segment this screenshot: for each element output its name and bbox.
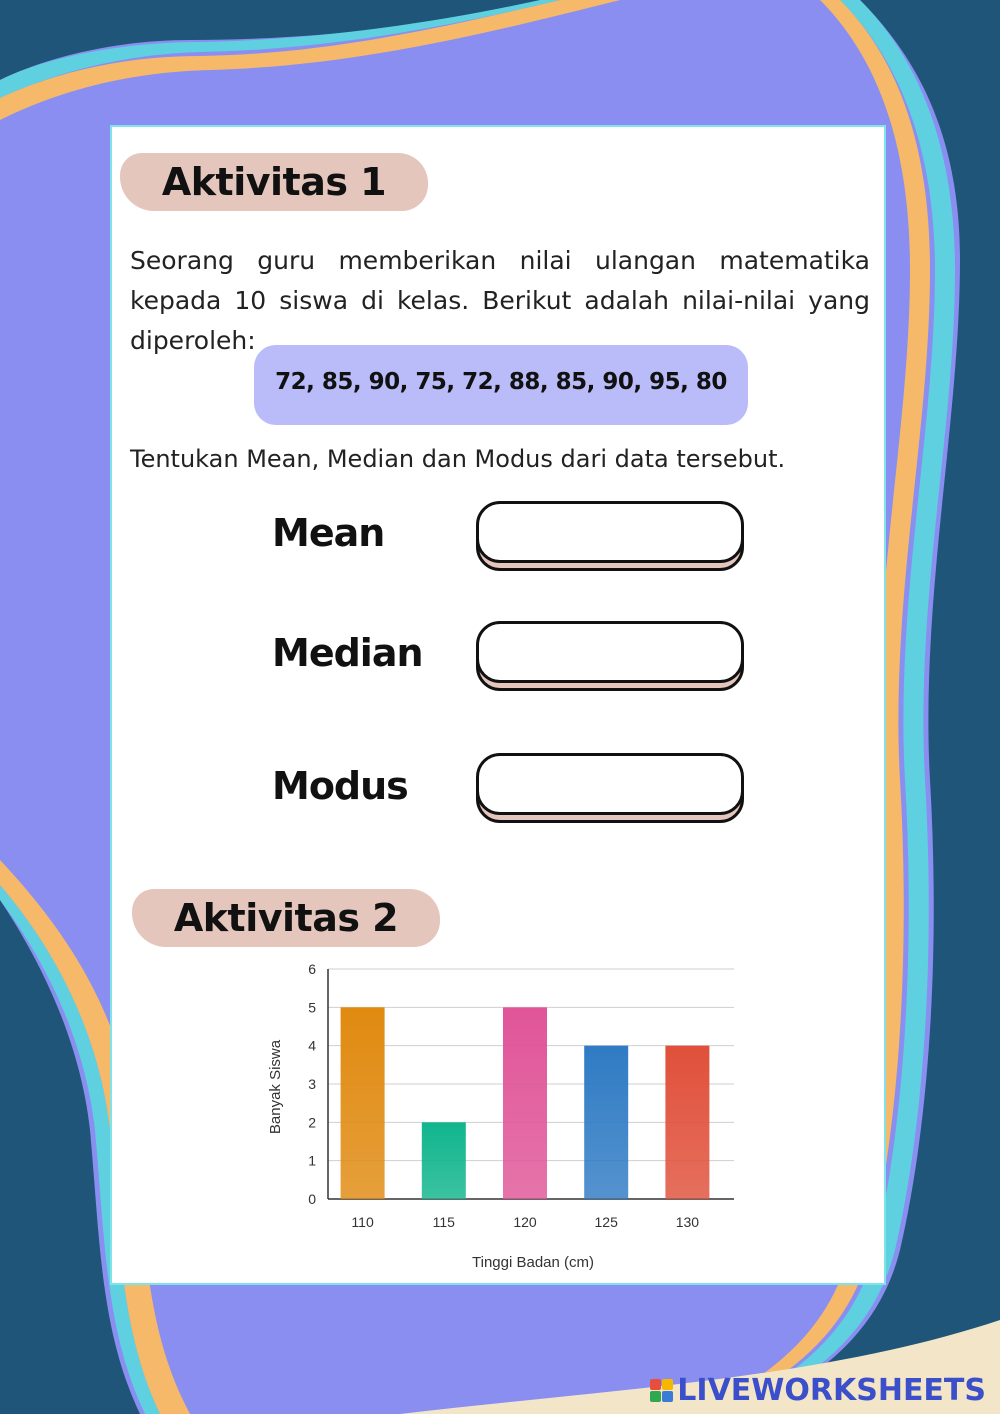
worksheet-card (110, 125, 886, 1285)
x-tick-label: 110 (351, 1214, 374, 1230)
y-tick-label: 5 (308, 999, 316, 1016)
height-bar-chart (262, 957, 742, 1277)
y-tick-label: 6 (308, 961, 316, 977)
chart-bars (341, 1007, 710, 1199)
chart-x-ticks (351, 1214, 699, 1230)
activity-1-question: Tentukan Mean, Median dan Modus dari data tersebut. (130, 445, 786, 473)
score-data-box: 72, 85, 90, 75, 72, 88, 85, 90, 95, 80 (254, 345, 748, 425)
liveworksheets-logo-icon (650, 1379, 673, 1402)
bar-110 (341, 1007, 385, 1199)
activity-1-intro: Seorang guru memberikan nilai ulangan matematika kepada 10 siswa di kelas. Berikut adalah nilai-nilai yang diperoleh: (130, 246, 870, 355)
y-tick-label: 2 (308, 1114, 316, 1131)
modus-input[interactable] (490, 761, 730, 807)
modus-label: Modus (272, 764, 408, 808)
watermark-text: LIVEWORKSHEETS (677, 1373, 986, 1408)
y-tick-label: 3 (308, 1076, 316, 1092)
bar-115 (422, 1122, 466, 1199)
chart-y-label: Banyak Siswa (267, 1039, 284, 1135)
mean-input[interactable] (490, 509, 730, 555)
x-tick-label: 125 (594, 1214, 618, 1230)
activity-1-title: Aktivitas 1 (120, 153, 428, 211)
y-tick-label: 0 (308, 1191, 316, 1207)
activity-2-title: Aktivitas 2 (132, 889, 440, 947)
x-tick-label: 130 (675, 1214, 700, 1230)
median-answer-box (476, 621, 748, 695)
median-input[interactable] (490, 629, 730, 675)
liveworksheets-watermark (650, 1373, 986, 1408)
chart-y-ticks (308, 961, 316, 1207)
bar-120 (503, 1007, 547, 1199)
median-label: Median (272, 631, 423, 675)
chart-x-label: Tinggi Badan (cm) (472, 1254, 594, 1271)
bar-125 (584, 1046, 628, 1199)
mean-answer-box (476, 501, 748, 575)
x-tick-label: 115 (432, 1214, 455, 1230)
x-tick-label: 120 (513, 1214, 537, 1230)
modus-answer-box (476, 753, 748, 827)
bar-130 (665, 1046, 709, 1199)
y-tick-label: 1 (308, 1152, 316, 1169)
y-tick-label: 4 (308, 1037, 316, 1054)
mean-label: Mean (272, 511, 385, 555)
